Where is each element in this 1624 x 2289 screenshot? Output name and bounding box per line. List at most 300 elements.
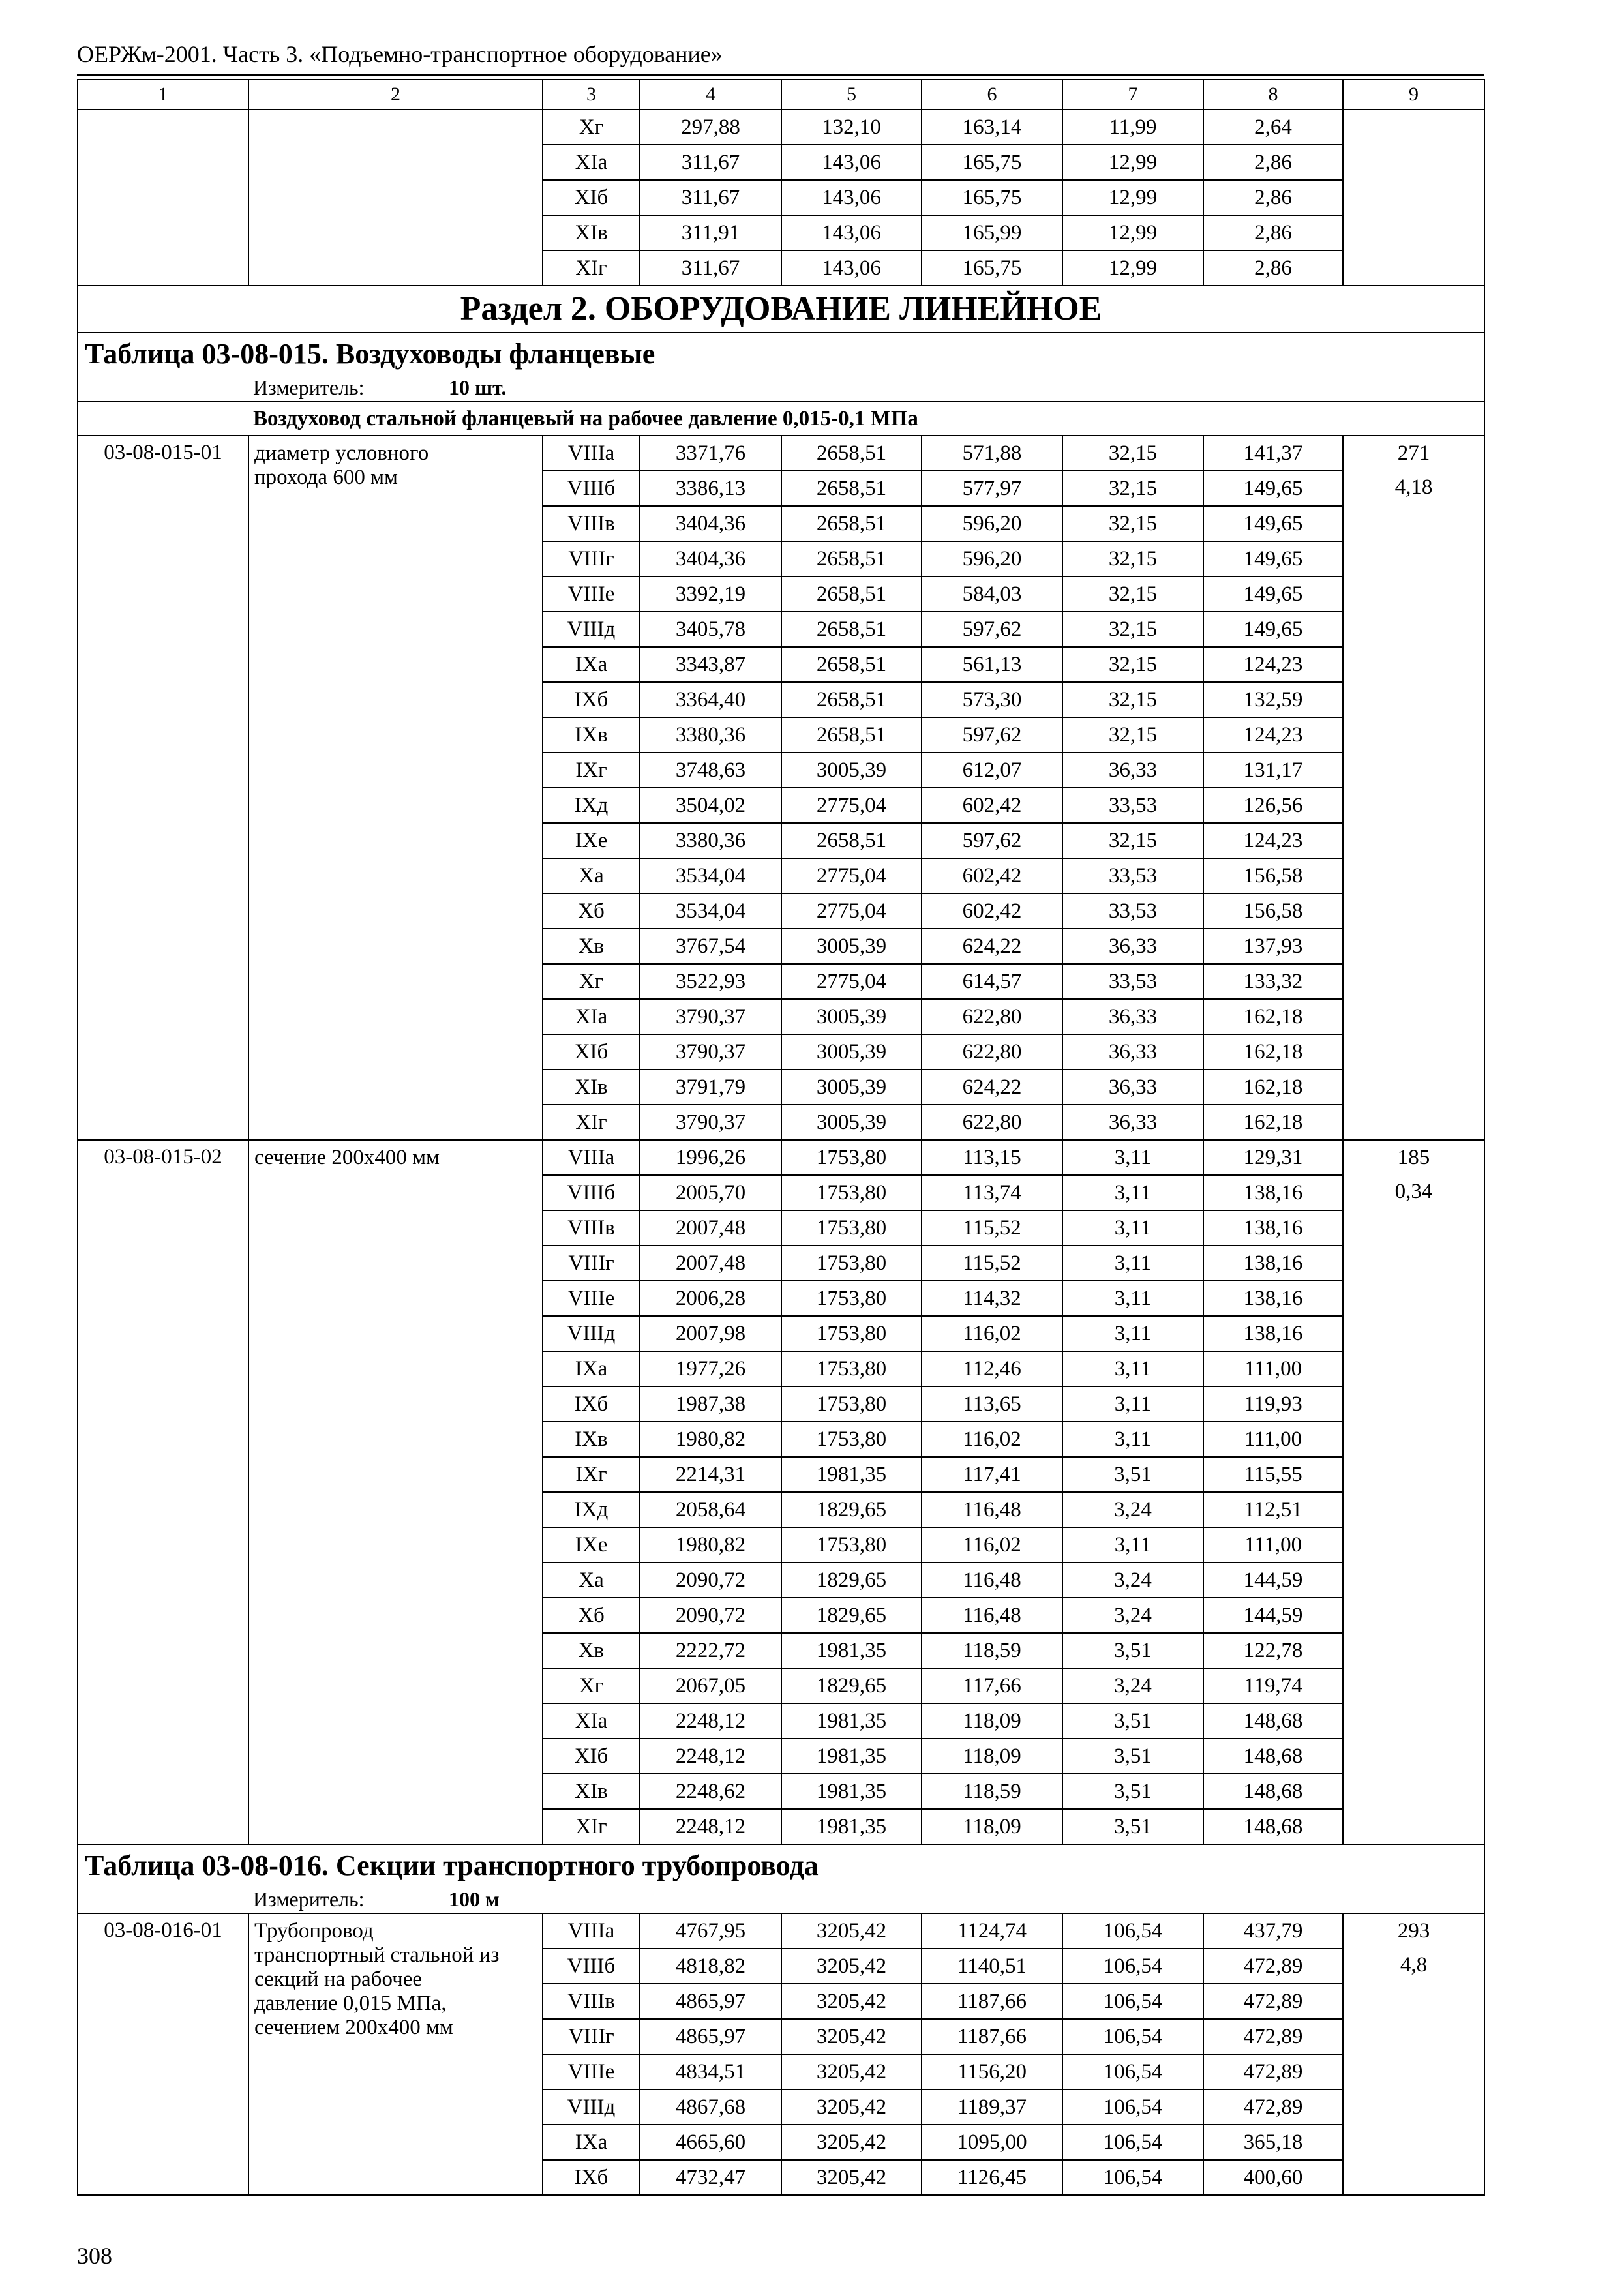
- machinists-wages-cell: 3,11: [1062, 1351, 1203, 1386]
- machines-cell: 116,02: [922, 1316, 1062, 1351]
- total-cost-cell: 4767,95: [640, 1913, 781, 1949]
- column-number-cell: 6: [922, 80, 1062, 110]
- total-cost-cell: 311,67: [640, 180, 781, 215]
- region-code-cell: Xг: [543, 1668, 640, 1703]
- total-cost-cell: 2007,48: [640, 1210, 781, 1246]
- region-code-cell: VIIIг: [543, 2019, 640, 2054]
- machinists-labor-value: 4,8: [1400, 1953, 1428, 1977]
- total-cost-cell: 4818,82: [640, 1949, 781, 1984]
- region-code-cell: VIIIе: [543, 576, 640, 612]
- total-cost-cell: 3386,13: [640, 471, 781, 506]
- machines-cell: 113,15: [922, 1140, 1062, 1175]
- column-number-cell: 5: [781, 80, 922, 110]
- total-cost-cell: 2006,28: [640, 1281, 781, 1316]
- total-cost-cell: 2090,72: [640, 1598, 781, 1633]
- wages-cell: 3005,39: [781, 1034, 922, 1070]
- materials-cell: 148,68: [1203, 1703, 1343, 1739]
- materials-cell: 111,00: [1203, 1351, 1343, 1386]
- total-cost-cell: 4665,60: [640, 2125, 781, 2160]
- machinists-wages-cell: 11,99: [1062, 110, 1203, 145]
- wages-cell: 143,06: [781, 250, 922, 286]
- meter-cell: [78, 1887, 1484, 1913]
- machines-cell: 577,97: [922, 471, 1062, 506]
- wages-cell: 1981,35: [781, 1457, 922, 1492]
- wages-cell: 2658,51: [781, 823, 922, 858]
- wages-cell: 2775,04: [781, 788, 922, 823]
- total-cost-cell: 297,88: [640, 110, 781, 145]
- region-code-cell: IXв: [543, 1422, 640, 1457]
- rate-description: [248, 1913, 543, 2195]
- machines-cell: 614,57: [922, 964, 1062, 999]
- wages-cell: 3005,39: [781, 1105, 922, 1140]
- page-header: ОЕРЖм-2001. Часть 3. «Подъемно-транспортное оборудование»: [77, 41, 723, 67]
- machinists-wages-cell: 3,11: [1062, 1527, 1203, 1563]
- meter-label: Измеритель:: [253, 376, 365, 400]
- total-cost-cell: 3791,79: [640, 1070, 781, 1105]
- total-cost-cell: 3404,36: [640, 506, 781, 541]
- rates-table-body: [78, 80, 1484, 2195]
- machines-cell: 597,62: [922, 717, 1062, 753]
- wages-cell: 2658,51: [781, 471, 922, 506]
- wages-cell: 1753,80: [781, 1351, 922, 1386]
- total-cost-cell: 2248,12: [640, 1703, 781, 1739]
- machines-cell: 165,75: [922, 145, 1062, 180]
- machines-cell: 113,74: [922, 1175, 1062, 1210]
- wages-cell: 1981,35: [781, 1809, 922, 1844]
- workers-labor-value: 271: [1397, 441, 1430, 465]
- machines-cell: 622,80: [922, 1105, 1062, 1140]
- region-code-cell: XIа: [543, 1703, 640, 1739]
- machinists-wages-cell: 3,24: [1062, 1668, 1203, 1703]
- rate-code: 03-08-015-01: [78, 436, 248, 1140]
- machines-cell: 597,62: [922, 823, 1062, 858]
- region-code-cell: VIIIг: [543, 1246, 640, 1281]
- machinists-wages-cell: 3,24: [1062, 1492, 1203, 1527]
- machinists-wages-cell: 32,15: [1062, 541, 1203, 576]
- wages-cell: 2775,04: [781, 893, 922, 929]
- machines-cell: 114,32: [922, 1281, 1062, 1316]
- materials-cell: 138,16: [1203, 1175, 1343, 1210]
- wages-cell: 1829,65: [781, 1668, 922, 1703]
- machines-cell: 116,48: [922, 1492, 1062, 1527]
- total-cost-cell: 2067,05: [640, 1668, 781, 1703]
- region-code-cell: VIIIб: [543, 1949, 640, 1984]
- header-rule: [77, 74, 1484, 76]
- machines-cell: 117,41: [922, 1457, 1062, 1492]
- wages-cell: 3005,39: [781, 929, 922, 964]
- wages-cell: 1753,80: [781, 1140, 922, 1175]
- description-line: транспортный стальной из: [254, 1943, 500, 1967]
- table-title-row: [78, 333, 1484, 375]
- region-code-cell: VIIIе: [543, 1281, 640, 1316]
- region-code-cell: Xг: [543, 110, 640, 145]
- region-code-cell: XIа: [543, 999, 640, 1034]
- materials-cell: 437,79: [1203, 1913, 1343, 1949]
- materials-cell: 2,86: [1203, 145, 1343, 180]
- region-code-cell: Xв: [543, 1633, 640, 1668]
- total-cost-cell: 3522,93: [640, 964, 781, 999]
- region-code-cell: VIIIд: [543, 612, 640, 647]
- total-cost-cell: 3790,37: [640, 1105, 781, 1140]
- total-cost-cell: 2007,48: [640, 1246, 781, 1281]
- region-code-cell: Xа: [543, 1563, 640, 1598]
- machines-cell: 1124,74: [922, 1913, 1062, 1949]
- machines-cell: 602,42: [922, 858, 1062, 893]
- machinists-wages-cell: 3,11: [1062, 1316, 1203, 1351]
- table-title-row: [78, 1844, 1484, 1887]
- materials-cell: 365,18: [1203, 2125, 1343, 2160]
- machines-cell: 597,62: [922, 612, 1062, 647]
- wages-cell: 3205,42: [781, 2019, 922, 2054]
- machines-cell: 622,80: [922, 1034, 1062, 1070]
- materials-cell: 111,00: [1203, 1422, 1343, 1457]
- total-cost-cell: 4867,68: [640, 2089, 781, 2125]
- machinists-wages-cell: 36,33: [1062, 999, 1203, 1034]
- materials-cell: 472,89: [1203, 1949, 1343, 1984]
- machinists-wages-cell: 32,15: [1062, 471, 1203, 506]
- wages-cell: 2775,04: [781, 858, 922, 893]
- workers-labor-value: 185: [1397, 1146, 1430, 1169]
- machinists-wages-cell: 12,99: [1062, 250, 1203, 286]
- region-code-cell: VIIIб: [543, 471, 640, 506]
- table-title: Таблица 03-08-016. Секции транспортного трубопровода: [78, 1844, 1484, 1887]
- wages-cell: 2658,51: [781, 576, 922, 612]
- wages-cell: 1829,65: [781, 1492, 922, 1527]
- region-code-cell: Xг: [543, 964, 640, 999]
- materials-cell: 138,16: [1203, 1246, 1343, 1281]
- wages-cell: 3205,42: [781, 1984, 922, 2019]
- column-number-cell: 3: [543, 80, 640, 110]
- region-code-cell: XIв: [543, 1774, 640, 1809]
- materials-cell: 149,65: [1203, 612, 1343, 647]
- materials-cell: 162,18: [1203, 1105, 1343, 1140]
- meter-value: 10 шт.: [449, 376, 507, 400]
- machines-cell: 118,09: [922, 1703, 1062, 1739]
- materials-cell: 148,68: [1203, 1809, 1343, 1844]
- materials-cell: 126,56: [1203, 788, 1343, 823]
- region-code-cell: XIв: [543, 1070, 640, 1105]
- machinists-wages-cell: 106,54: [1062, 1949, 1203, 1984]
- materials-cell: 133,32: [1203, 964, 1343, 999]
- total-cost-cell: 3380,36: [640, 717, 781, 753]
- region-code-cell: IXг: [543, 753, 640, 788]
- materials-cell: 138,16: [1203, 1316, 1343, 1351]
- rates-table: [77, 79, 1485, 2196]
- machines-cell: 115,52: [922, 1210, 1062, 1246]
- machinists-wages-cell: 36,33: [1062, 753, 1203, 788]
- subheading: Воздуховод стальной фланцевый на рабочее давление 0,015-0,1 МПа: [78, 402, 1484, 436]
- region-code-cell: VIIIа: [543, 436, 640, 471]
- total-cost-cell: 311,91: [640, 215, 781, 250]
- section-title-row: [78, 286, 1484, 333]
- materials-cell: 144,59: [1203, 1598, 1343, 1633]
- machinists-wages-cell: 36,33: [1062, 1105, 1203, 1140]
- machinists-wages-cell: 106,54: [1062, 2054, 1203, 2089]
- machinists-wages-cell: 3,11: [1062, 1210, 1203, 1246]
- workers-labor-value: 293: [1397, 1919, 1430, 1943]
- materials-cell: 124,23: [1203, 823, 1343, 858]
- total-cost-cell: 3392,19: [640, 576, 781, 612]
- materials-cell: 148,68: [1203, 1739, 1343, 1774]
- machinists-wages-cell: 33,53: [1062, 858, 1203, 893]
- total-cost-cell: 1977,26: [640, 1351, 781, 1386]
- materials-cell: 149,65: [1203, 576, 1343, 612]
- materials-cell: 472,89: [1203, 2019, 1343, 2054]
- labor-norm: [1343, 1913, 1484, 2195]
- machines-cell: 116,48: [922, 1563, 1062, 1598]
- rate-description: [248, 1140, 543, 1844]
- machines-cell: 163,14: [922, 110, 1062, 145]
- machines-cell: 596,20: [922, 506, 1062, 541]
- machines-cell: 165,75: [922, 250, 1062, 286]
- wages-cell: 3005,39: [781, 999, 922, 1034]
- machinists-wages-cell: 3,51: [1062, 1703, 1203, 1739]
- wages-cell: 3205,42: [781, 2054, 922, 2089]
- region-code-cell: XIб: [543, 1739, 640, 1774]
- total-cost-cell: 3364,40: [640, 682, 781, 717]
- materials-cell: 124,23: [1203, 717, 1343, 753]
- machinists-wages-cell: 3,51: [1062, 1457, 1203, 1492]
- machines-cell: 115,52: [922, 1246, 1062, 1281]
- machinists-wages-cell: 3,51: [1062, 1774, 1203, 1809]
- machinists-wages-cell: 36,33: [1062, 1070, 1203, 1105]
- wages-cell: 3205,42: [781, 2089, 922, 2125]
- machinists-wages-cell: 106,54: [1062, 2019, 1203, 2054]
- wages-cell: 2658,51: [781, 717, 922, 753]
- machines-cell: 118,09: [922, 1809, 1062, 1844]
- column-number-cell: 8: [1203, 80, 1343, 110]
- wages-cell: 1753,80: [781, 1316, 922, 1351]
- wages-cell: 143,06: [781, 215, 922, 250]
- region-code-cell: XIа: [543, 145, 640, 180]
- materials-cell: 119,74: [1203, 1668, 1343, 1703]
- machinists-wages-cell: 106,54: [1062, 2089, 1203, 2125]
- machinists-wages-cell: 32,15: [1062, 823, 1203, 858]
- materials-cell: 112,51: [1203, 1492, 1343, 1527]
- machinists-wages-cell: 3,11: [1062, 1281, 1203, 1316]
- materials-cell: 472,89: [1203, 2054, 1343, 2089]
- materials-cell: 156,58: [1203, 858, 1343, 893]
- section-title: Раздел 2. ОБОРУДОВАНИЕ ЛИНЕЙНОЕ: [78, 286, 1484, 333]
- wages-cell: 3005,39: [781, 753, 922, 788]
- description-line: сечением 200х400 мм: [254, 2015, 453, 2039]
- wages-cell: 3205,42: [781, 2125, 922, 2160]
- machines-cell: 602,42: [922, 788, 1062, 823]
- total-cost-cell: 4732,47: [640, 2160, 781, 2195]
- materials-cell: 141,37: [1203, 436, 1343, 471]
- wages-cell: 132,10: [781, 110, 922, 145]
- total-cost-cell: 4865,97: [640, 1984, 781, 2019]
- rate-description: [248, 436, 543, 1140]
- machines-cell: 117,66: [922, 1668, 1062, 1703]
- machinists-wages-cell: 32,15: [1062, 436, 1203, 471]
- region-code-cell: XIг: [543, 250, 640, 286]
- table-row: [78, 436, 1484, 471]
- region-code-cell: IXе: [543, 823, 640, 858]
- total-cost-cell: 3534,04: [640, 893, 781, 929]
- total-cost-cell: 3405,78: [640, 612, 781, 647]
- materials-cell: 138,16: [1203, 1281, 1343, 1316]
- total-cost-cell: 311,67: [640, 145, 781, 180]
- total-cost-cell: 2222,72: [640, 1633, 781, 1668]
- total-cost-cell: 4865,97: [640, 2019, 781, 2054]
- region-code-cell: Xв: [543, 929, 640, 964]
- description-line: диаметр условного: [254, 441, 429, 465]
- region-code-cell: XIг: [543, 1809, 640, 1844]
- machines-cell: 113,65: [922, 1386, 1062, 1422]
- wages-cell: 2658,51: [781, 682, 922, 717]
- column-numbers-row: [78, 80, 1484, 110]
- materials-cell: 162,18: [1203, 999, 1343, 1034]
- column-number-cell: 9: [1343, 80, 1484, 110]
- machines-cell: 624,22: [922, 929, 1062, 964]
- machinists-wages-cell: 33,53: [1062, 893, 1203, 929]
- total-cost-cell: 2090,72: [640, 1563, 781, 1598]
- machinists-wages-cell: 12,99: [1062, 145, 1203, 180]
- region-code-cell: IXе: [543, 1527, 640, 1563]
- materials-cell: 119,93: [1203, 1386, 1343, 1422]
- machinists-wages-cell: 3,51: [1062, 1809, 1203, 1844]
- machines-cell: 1189,37: [922, 2089, 1062, 2125]
- machinists-labor-value: 0,34: [1394, 1180, 1433, 1203]
- wages-cell: 1981,35: [781, 1633, 922, 1668]
- machinists-wages-cell: 3,51: [1062, 1739, 1203, 1774]
- machines-cell: 112,46: [922, 1351, 1062, 1386]
- machines-cell: 116,02: [922, 1422, 1062, 1457]
- machinists-wages-cell: 106,54: [1062, 2125, 1203, 2160]
- region-code-cell: VIIIа: [543, 1913, 640, 1949]
- labor-norm: [1343, 1140, 1484, 1844]
- wages-cell: 1829,65: [781, 1598, 922, 1633]
- machinists-wages-cell: 3,11: [1062, 1175, 1203, 1210]
- region-code-cell: IXб: [543, 2160, 640, 2195]
- materials-cell: 115,55: [1203, 1457, 1343, 1492]
- total-cost-cell: 2007,98: [640, 1316, 781, 1351]
- materials-cell: 162,18: [1203, 1070, 1343, 1105]
- region-code-cell: VIIIд: [543, 2089, 640, 2125]
- region-code-cell: IXа: [543, 1351, 640, 1386]
- total-cost-cell: 3790,37: [640, 999, 781, 1034]
- total-cost-cell: 3767,54: [640, 929, 781, 964]
- region-code-cell: VIIIв: [543, 506, 640, 541]
- meter-row: [78, 375, 1484, 402]
- materials-cell: 131,17: [1203, 753, 1343, 788]
- total-cost-cell: 2058,64: [640, 1492, 781, 1527]
- total-cost-cell: 2214,31: [640, 1457, 781, 1492]
- materials-cell: 472,89: [1203, 2089, 1343, 2125]
- machines-cell: 1187,66: [922, 2019, 1062, 2054]
- region-code-cell: VIIIв: [543, 1210, 640, 1246]
- total-cost-cell: 3504,02: [640, 788, 781, 823]
- wages-cell: 3205,42: [781, 1949, 922, 1984]
- region-code-cell: IXб: [543, 682, 640, 717]
- wages-cell: 2658,51: [781, 647, 922, 682]
- region-code-cell: Xб: [543, 1598, 640, 1633]
- wages-cell: 1753,80: [781, 1210, 922, 1246]
- region-code-cell: XIб: [543, 1034, 640, 1070]
- region-code-cell: Xб: [543, 893, 640, 929]
- description-line: сечение 200х400 мм: [254, 1146, 440, 1169]
- table-title: Таблица 03-08-015. Воздуховоды фланцевые: [78, 333, 1484, 375]
- region-code-cell: VIIIа: [543, 1140, 640, 1175]
- wages-cell: 3005,39: [781, 1070, 922, 1105]
- machinists-wages-cell: 106,54: [1062, 2160, 1203, 2195]
- wages-cell: 1981,35: [781, 1774, 922, 1809]
- machinists-wages-cell: 3,51: [1062, 1633, 1203, 1668]
- wages-cell: 143,06: [781, 180, 922, 215]
- machines-cell: 118,59: [922, 1774, 1062, 1809]
- meter-row: [78, 1887, 1484, 1913]
- wages-cell: 1981,35: [781, 1703, 922, 1739]
- machines-cell: 1156,20: [922, 2054, 1062, 2089]
- machinists-wages-cell: 33,53: [1062, 788, 1203, 823]
- materials-cell: 149,65: [1203, 541, 1343, 576]
- column-number-cell: 7: [1062, 80, 1203, 110]
- region-code-cell: VIIIд: [543, 1316, 640, 1351]
- total-cost-cell: 1996,26: [640, 1140, 781, 1175]
- region-code-cell: IXб: [543, 1386, 640, 1422]
- total-cost-cell: 4834,51: [640, 2054, 781, 2089]
- labor-cell: [1343, 110, 1484, 286]
- total-cost-cell: 2248,12: [640, 1809, 781, 1844]
- total-cost-cell: 3748,63: [640, 753, 781, 788]
- materials-cell: 111,00: [1203, 1527, 1343, 1563]
- machines-cell: 1126,45: [922, 2160, 1062, 2195]
- materials-cell: 149,65: [1203, 506, 1343, 541]
- wages-cell: 1753,80: [781, 1422, 922, 1457]
- machinists-wages-cell: 32,15: [1062, 576, 1203, 612]
- region-code-cell: IXд: [543, 788, 640, 823]
- region-code-cell: XIв: [543, 215, 640, 250]
- total-cost-cell: 2248,12: [640, 1739, 781, 1774]
- machinists-wages-cell: 33,53: [1062, 964, 1203, 999]
- materials-cell: 2,86: [1203, 180, 1343, 215]
- machinists-wages-cell: 106,54: [1062, 1913, 1203, 1949]
- materials-cell: 138,16: [1203, 1210, 1343, 1246]
- machines-cell: 573,30: [922, 682, 1062, 717]
- materials-cell: 148,68: [1203, 1774, 1343, 1809]
- machines-cell: 624,22: [922, 1070, 1062, 1105]
- table-row: [78, 1140, 1484, 1175]
- materials-cell: 137,93: [1203, 929, 1343, 964]
- machinists-wages-cell: 32,15: [1062, 647, 1203, 682]
- machinists-wages-cell: 3,24: [1062, 1563, 1203, 1598]
- region-code-cell: VIIIб: [543, 1175, 640, 1210]
- materials-cell: 400,60: [1203, 2160, 1343, 2195]
- wages-cell: 2775,04: [781, 964, 922, 999]
- meter-value: 100 м: [449, 1887, 500, 1911]
- total-cost-cell: 3371,76: [640, 436, 781, 471]
- wages-cell: 1753,80: [781, 1175, 922, 1210]
- total-cost-cell: 1987,38: [640, 1386, 781, 1422]
- machines-cell: 1187,66: [922, 1984, 1062, 2019]
- wages-cell: 3205,42: [781, 2160, 922, 2195]
- machinists-wages-cell: 3,11: [1062, 1140, 1203, 1175]
- wages-cell: 1753,80: [781, 1386, 922, 1422]
- materials-cell: 472,89: [1203, 1984, 1343, 2019]
- rate-code: 03-08-016-01: [78, 1913, 248, 2195]
- wages-cell: 2658,51: [781, 612, 922, 647]
- wages-cell: 1753,80: [781, 1527, 922, 1563]
- wages-cell: 1753,80: [781, 1246, 922, 1281]
- machinists-wages-cell: 12,99: [1062, 215, 1203, 250]
- machines-cell: 1095,00: [922, 2125, 1062, 2160]
- labor-norm: [1343, 436, 1484, 1140]
- wages-cell: 1829,65: [781, 1563, 922, 1598]
- machines-cell: 116,02: [922, 1527, 1062, 1563]
- total-cost-cell: 2248,62: [640, 1774, 781, 1809]
- wages-cell: 2658,51: [781, 506, 922, 541]
